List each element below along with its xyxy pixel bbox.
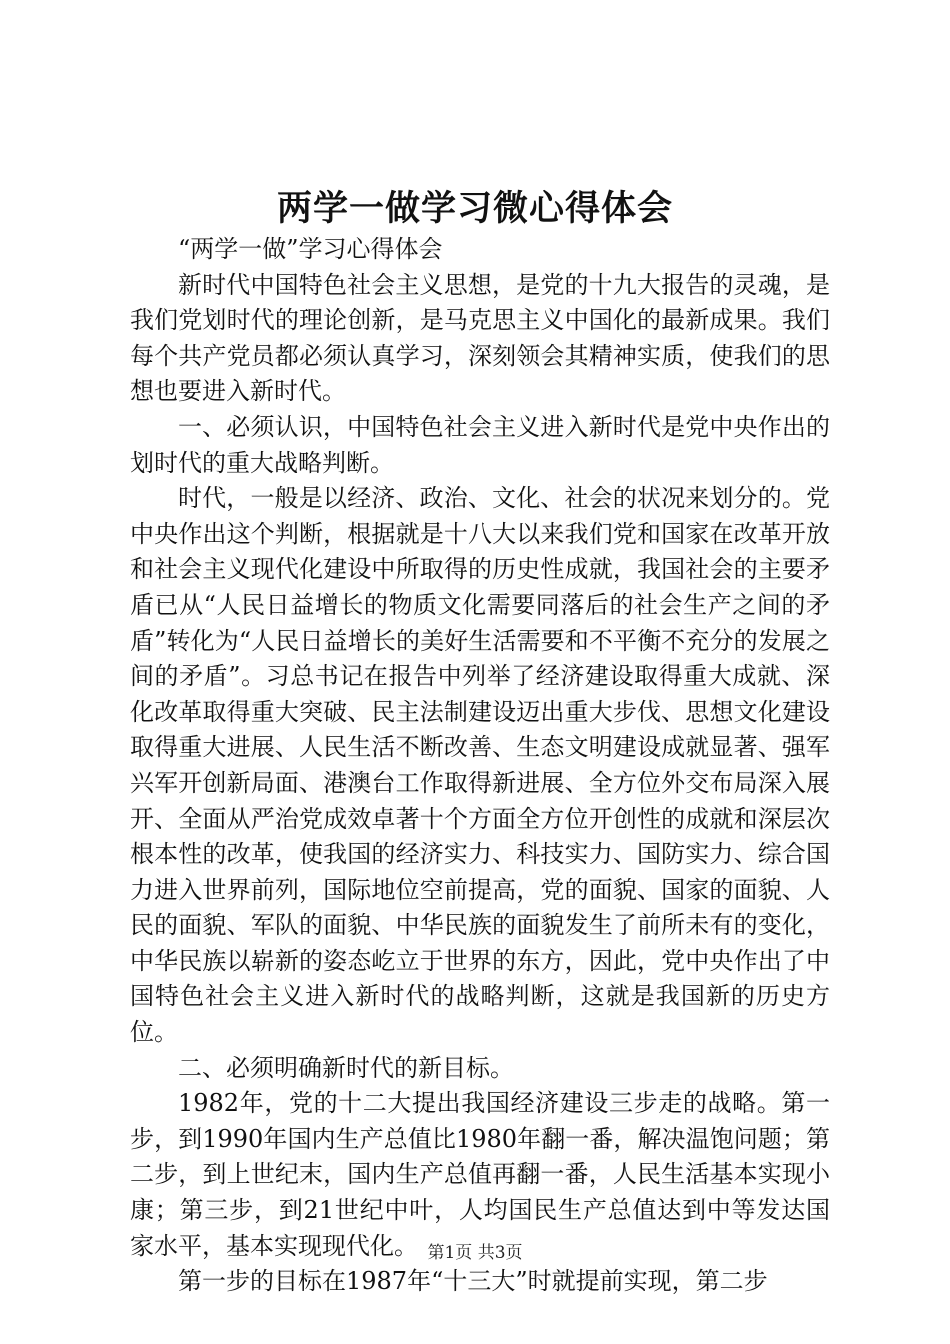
paragraph-heading-two: 二、必须明确新时代的新目标。: [178, 1053, 514, 1082]
paragraph: 第一步的目标在1987年“十三大”时就提前实现，第二步: [178, 1267, 768, 1296]
document-body: [130, 232, 830, 1300]
paragraph: 1982年，党的十二大提出我国经济建设三步走的战略。第一步，到1990年国内生产总值比1980年翻一番，解决温饱问题；第二步，到上世纪末，国内生产总值再翻一番，人民生活基本实现小康；第三步，到21世纪中叶，人均国民生产总值达到中等发达国家水平，基本实现现代化。: [130, 1089, 830, 1260]
paragraph: 时代，一般是以经济、政治、文化、社会的状况来划分的。党中央作出这个判断，根据就是十八大以来我们党和国家在改革开放和社会主义现代化建设中所取得的历史性成就，我国社会的主要矛盾已从“人民日益增长的物质文化需要同落后的社会生产之间的矛盾”转化为“人民日益增长的美好生活需要和不平衡不充分的发展之间的矛盾”。习总书记在报告中列举了经济建设取得重大成就、深化改革取得重大突破、民主法制建设迈出重大步伐、思想文化建设取得重大进展、人民生活不断改善、生态文明建设成就显著、强军兴军开创新局面、港澳台工作取得新进展、全方位外交布局深入展开、全面从严治党成效卓著十个方面全方位开创性的成就和深层次根本性的改革，使我国的经济实力、科技实力、国防实力、综合国力进入世界前列，国际地位空前提高，党的面貌、国家的面貌、人民的面貌、军队的面貌、中华民族的面貌发生了前所未有的变化，中华民族以崭新的姿态屹立于世界的东方，因此，党中央作出了中国特色社会主义进入新时代的战略判断，这就是我国新的历史方位。: [130, 484, 830, 1047]
paragraph: 新时代中国特色社会主义思想，是党的十九大报告的灵魂，是我们党划时代的理论创新，是马克思主义中国化的最新成果。我们每个共产党员都必须认真学习，深刻领会其精神实质，使我们的思想也要进入新时代。: [130, 270, 830, 406]
page-number-footer: 第1页 共3页: [427, 1243, 523, 1263]
paragraph-heading-one: 一、必须认识，中国特色社会主义进入新时代是党中央作出的划时代的重大战略判断。: [130, 412, 830, 477]
document-title: 两学一做学习微心得体会: [276, 188, 673, 229]
paragraph-subtitle: “两学一做”学习心得体会: [178, 235, 443, 263]
